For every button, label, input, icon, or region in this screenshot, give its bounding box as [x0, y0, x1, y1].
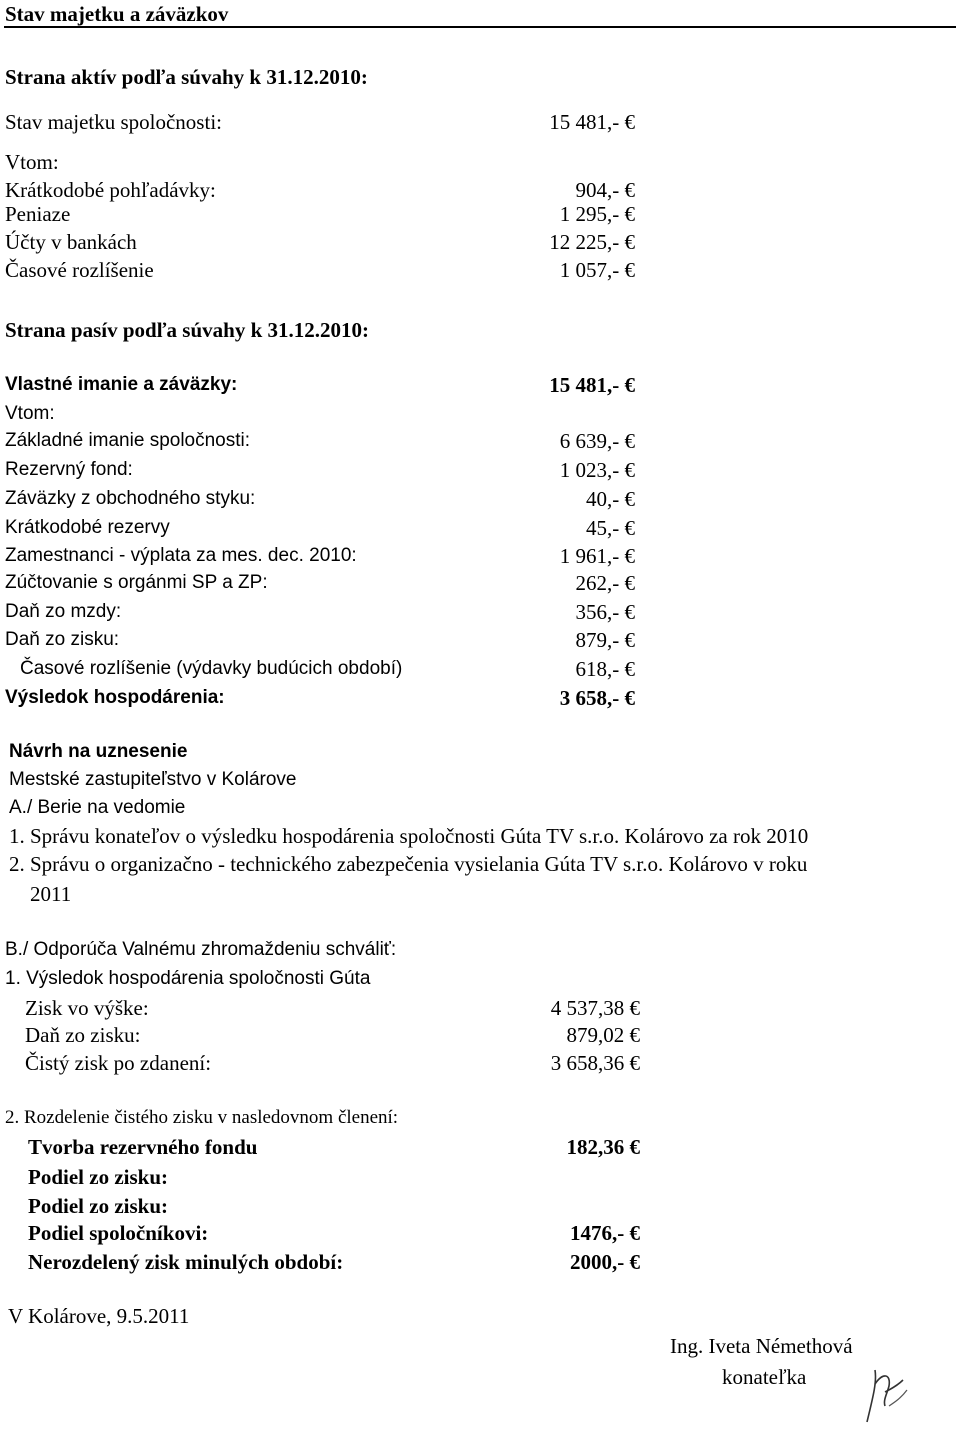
liabilities-total-value: 15 481,- € [549, 373, 635, 397]
liabilities-item-label: Záväzky z obchodného styku: [5, 488, 256, 509]
liabilities-item-value: 262,- € [575, 571, 635, 595]
liabilities-item-value: 45,- € [586, 516, 635, 540]
resolution-b-item: 1. Výsledok hospodárenia spoločnosti Gúta [5, 968, 371, 989]
liabilities-item-label: Časové rozlíšenie (výdavky budúcich období) [20, 658, 403, 679]
assets-intro: Vtom: [5, 150, 59, 174]
handwritten-signature [855, 1362, 915, 1427]
assets-item-label: Peniaze [5, 202, 71, 226]
resolution-b-heading: B./ Odporúča Valnému zhromaždeniu schváliť: [5, 939, 397, 960]
profit-row-value: 879,02 € [566, 1023, 640, 1047]
heading-rule [4, 26, 956, 28]
liabilities-item-value: 879,- € [575, 628, 635, 652]
profit-row-label: Daň zo zisku: [25, 1023, 141, 1047]
assets-item-label: Časové rozlíšenie [5, 258, 154, 282]
assets-item-value: 1 057,- € [559, 258, 635, 282]
distribution-row-label: Nerozdelený zisk minulých období: [28, 1250, 344, 1274]
assets-total-value: 15 481,- € [549, 110, 635, 134]
profit-row-label: Zisk vo výške: [25, 996, 149, 1020]
distribution-row-value: 2000,- € [570, 1250, 640, 1274]
liabilities-item-label: Základné imanie spoločnosti: [5, 430, 251, 451]
distribution-row-value: 1476,- € [570, 1221, 640, 1245]
liabilities-item-label: Daň zo zisku: [5, 629, 120, 650]
liabilities-title: Strana pasív podľa súvahy k 31.12.2010: [5, 318, 370, 342]
resolution-body: Mestské zastupiteľstvo v Kolárove [9, 769, 297, 790]
resolution-a-item-continuation: 2011 [30, 882, 72, 906]
resolution-title: Návrh na uznesenie [9, 741, 188, 762]
assets-item-label: Krátkodobé pohľadávky: [5, 178, 216, 202]
signer-name: Ing. Iveta Némethová [670, 1334, 853, 1358]
liabilities-item-value: 6 639,- € [559, 429, 635, 453]
result-label: Výsledok hospodárenia: [5, 687, 225, 708]
assets-item-value: 904,- € [575, 178, 635, 202]
result-value: 3 658,- € [559, 686, 635, 710]
signer-role: konateľka [722, 1365, 807, 1389]
liabilities-item-value: 1 961,- € [559, 544, 635, 568]
liabilities-item-value: 618,- € [575, 657, 635, 681]
page-heading: Stav majetku a záväzkov [5, 2, 229, 26]
liabilities-item-label: Krátkodobé rezervy [5, 517, 170, 538]
distribution-row-label: Podiel zo zisku: [28, 1165, 168, 1189]
assets-item-value: 12 225,- € [549, 230, 635, 254]
distribution-row-label: Podiel zo zisku: [28, 1194, 168, 1218]
resolution-a-item: 2. Správu o organizačno - technického zabezpečenia vysielania Gúta TV s.r.o. Kolárovo v roku [9, 852, 808, 876]
resolution-b-item: 2. Rozdelenie čistého zisku v nasledovnom členení: [5, 1107, 399, 1128]
profit-row-label: Čistý zisk po zdanení: [25, 1051, 212, 1075]
resolution-a-item: 1. Správu konateľov o výsledku hospodárenia spoločnosti Gúta TV s.r.o. Kolárovo za rok 2010 [9, 824, 809, 848]
distribution-row-value: 182,36 € [566, 1135, 640, 1159]
liabilities-item-label: Daň zo mzdy: [5, 601, 122, 622]
assets-item-label: Účty v bankách [5, 230, 137, 254]
assets-title: Strana aktív podľa súvahy k 31.12.2010: [5, 65, 368, 89]
liabilities-item-value: 40,- € [586, 487, 635, 511]
liabilities-intro: Vtom: [5, 403, 55, 424]
profit-row-value: 4 537,38 € [550, 996, 640, 1020]
distribution-row-label: Tvorba rezervného fondu [28, 1135, 258, 1159]
profit-row-value: 3 658,36 € [550, 1051, 640, 1075]
distribution-row-label: Podiel spoločníkovi: [28, 1221, 209, 1245]
liabilities-item-value: 1 023,- € [559, 458, 635, 482]
place-date: V Kolárove, 9.5.2011 [8, 1304, 190, 1328]
assets-item-value: 1 295,- € [559, 202, 635, 226]
liabilities-item-label: Zúčtovanie s orgánmi SP a ZP: [5, 572, 268, 593]
liabilities-item-value: 356,- € [575, 600, 635, 624]
resolution-a-heading: A./ Berie na vedomie [9, 797, 186, 818]
liabilities-total-label: Vlastné imanie a záväzky: [5, 374, 238, 395]
assets-total-label: Stav majetku spoločnosti: [5, 110, 222, 134]
liabilities-item-label: Rezervný fond: [5, 459, 133, 480]
liabilities-item-label: Zamestnanci - výplata za mes. dec. 2010: [5, 545, 357, 566]
